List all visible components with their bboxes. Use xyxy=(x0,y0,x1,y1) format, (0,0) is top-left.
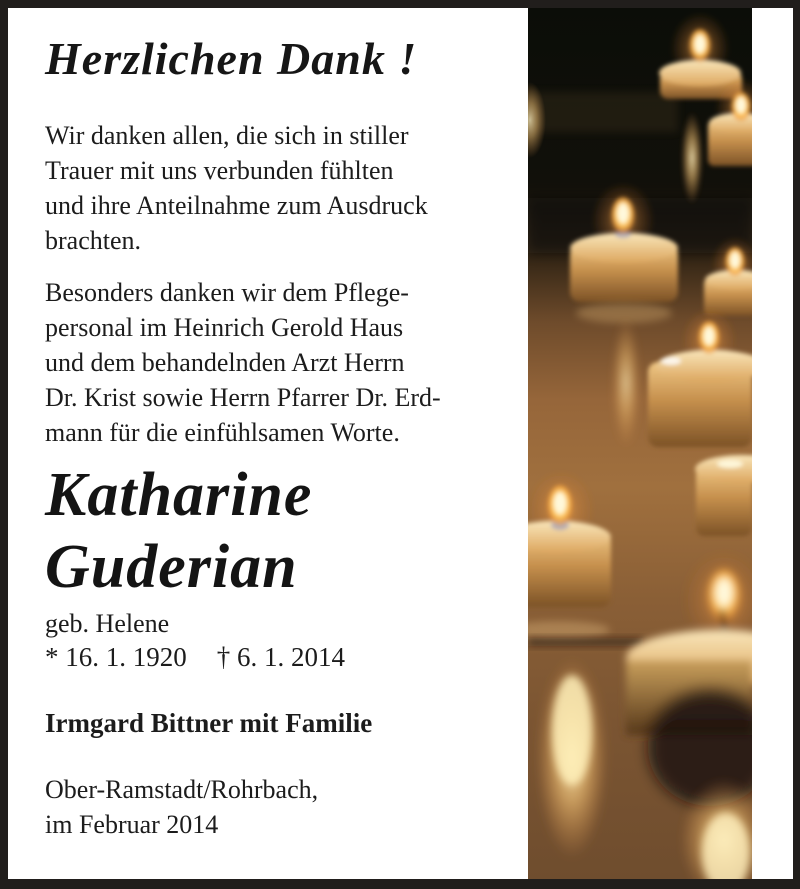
candles-photo xyxy=(528,8,752,879)
birth-date: * 16. 1. 1920 xyxy=(45,642,187,672)
death-date: † 6. 1. 2014 xyxy=(216,642,345,672)
deceased-name: Katharine Guderian xyxy=(45,461,313,601)
place-date: Ober-Ramstadt/Rohrbach, im Februar 2014 xyxy=(45,775,319,839)
headline: Herzlichen Dank ! xyxy=(45,33,418,84)
life-dates xyxy=(45,642,345,673)
special-thanks-paragraph: Besonders danken wir dem Pflege- personal im Heinrich Gerold Haus und dem behandelnden Arzt Herrn Dr. Krist sowie Herrn Pfarrer Dr. Erd- mann für die einfühlsamen Worte. xyxy=(45,278,441,447)
mourners-line: Irmgard Bittner mit Familie xyxy=(45,708,373,738)
thanks-paragraph: Wir danken allen, die sich in stiller Trauer mit uns verbunden fühlten und ihre Anteilnahme zum Ausdruck brachten. xyxy=(45,121,428,255)
maiden-name: geb. Helene xyxy=(45,609,170,638)
candle-right-lower xyxy=(695,455,752,536)
